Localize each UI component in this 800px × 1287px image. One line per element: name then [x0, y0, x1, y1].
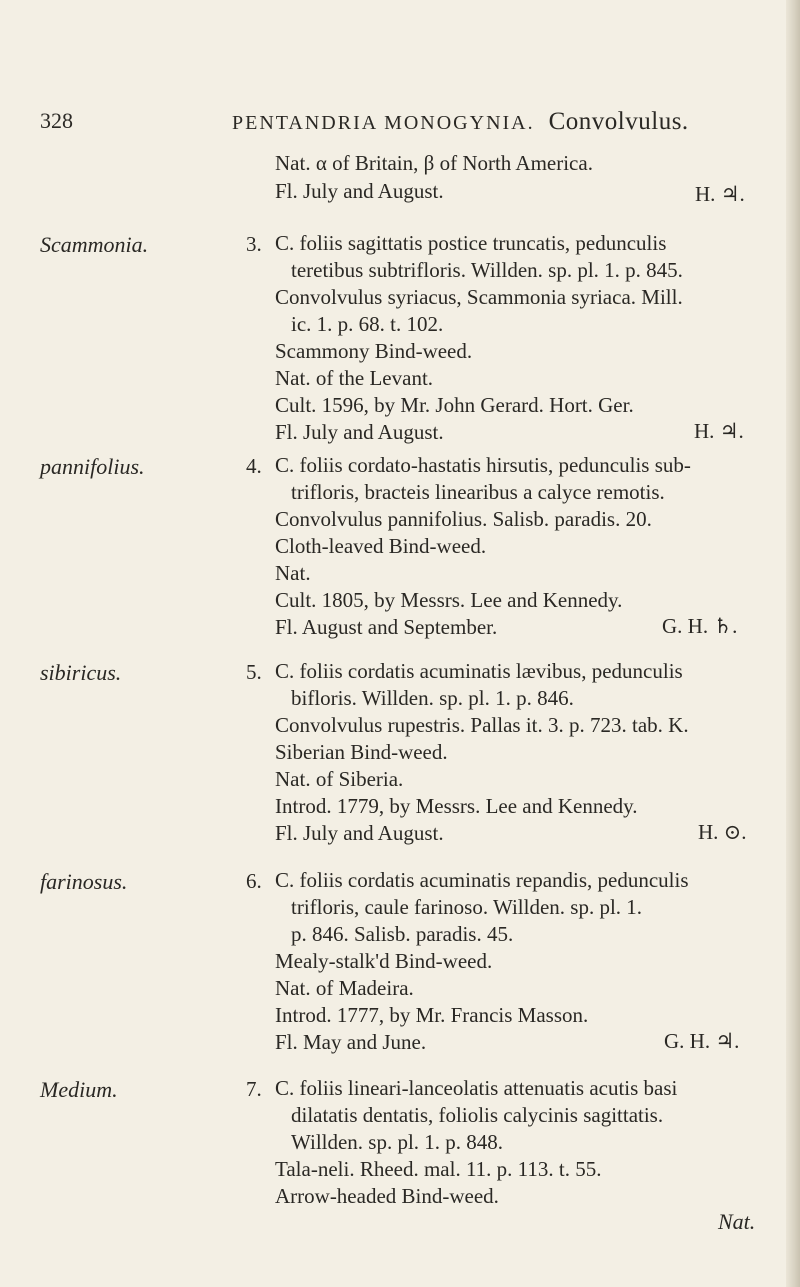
entry-line: Cloth-leaved Bind-weed. [275, 534, 487, 558]
entry-line: Siberian Bind-weed. [275, 740, 448, 764]
entry-line: Fl. August and September. [275, 615, 498, 639]
side-name: farinosus. [40, 869, 128, 894]
entry-line: Introd. 1779, by Messrs. Lee and Kennedy. [275, 794, 638, 818]
entry-line: C. foliis cordatis acuminatis lævibus, pedunculis [275, 659, 683, 683]
entry-line: C. foliis cordato-hastatis hirsutis, pedunculis sub- [275, 453, 691, 477]
entry-line: Tala-neli. Rheed. mal. 11. p. 113. t. 55. [275, 1157, 602, 1181]
entry-line: Scammony Bind-weed. [275, 339, 473, 363]
entry-line: Cult. 1596, by Mr. John Gerard. Hort. Ger. [275, 393, 634, 417]
entry-line: trifloris, caule farinoso. Willden. sp. pl. 1. [291, 895, 643, 919]
entry-line: Convolvulus syriacus, Scammonia syriaca. Mill. [275, 285, 683, 309]
entry-line: ic. 1. p. 68. t. 102. [291, 312, 444, 336]
entry-line: Fl. May and June. [275, 1030, 427, 1054]
entry-line: Convolvulus rupestris. Pallas it. 3. p. 723. tab. K. [275, 713, 689, 737]
entry-number: 7. [246, 1077, 262, 1101]
entry-number: 4. [246, 454, 262, 478]
entry-line: p. 846. Salisb. paradis. 45. [291, 922, 514, 946]
habit-tag: H. ⊙. [698, 820, 747, 844]
entry-number: 5. [246, 660, 262, 684]
habit-tag: H. ♃. [694, 419, 744, 443]
entry-line: C. foliis lineari-lanceolatis attenuatis acutis basi [275, 1076, 678, 1100]
side-name: Medium. [40, 1077, 118, 1102]
page-number: 328 [40, 108, 73, 133]
entry-line: Arrow-headed Bind-weed. [275, 1184, 499, 1208]
entry-line: Nat. of the Levant. [275, 366, 434, 390]
entry-line: Nat. of Siberia. [275, 767, 404, 791]
entry-line: C. foliis sagittatis postice truncatis, pedunculis [275, 231, 667, 255]
entry-line: Cult. 1805, by Messrs. Lee and Kennedy. [275, 588, 623, 612]
side-name: sibiricus. [40, 660, 122, 685]
habit-tag: G. H. ♃. [664, 1029, 740, 1053]
running-head-genus: Convolvulus. [548, 108, 689, 135]
habit-tag: G. H. ♄. [662, 614, 738, 638]
intro-line: Fl. July and August. [275, 179, 444, 203]
entry-line: dilatatis dentatis, foliolis calycinis sagittatis. [291, 1103, 664, 1127]
page-header [0, 108, 800, 144]
side-name: Scammonia. [40, 232, 149, 257]
side-name: pannifolius. [40, 454, 145, 479]
running-head [232, 108, 689, 136]
entry-line: Mealy-stalk'd Bind-weed. [275, 949, 493, 973]
entry-line: Fl. July and August. [275, 821, 444, 845]
page-edge [786, 0, 800, 1287]
intro-habit-tag: H. ♃. [695, 182, 745, 206]
entry-line: C. foliis cordatis acuminatis repandis, pedunculis [275, 868, 689, 892]
entry-line: bifloris. Willden. sp. pl. 1. p. 846. [291, 686, 574, 710]
entry-number: 6. [246, 869, 262, 893]
entry-line: Nat. of Madeira. [275, 976, 414, 1000]
entry-number: 3. [246, 232, 262, 256]
entry-line: teretibus subtrifloris. Willden. sp. pl. 1. p. 845. [291, 258, 683, 282]
entry-line: Nat. [275, 561, 311, 585]
intro-line: Nat. α of Britain, β of North America. [275, 151, 593, 175]
entry-line: Introd. 1777, by Mr. Francis Masson. [275, 1003, 589, 1027]
entry-line: Convolvulus pannifolius. Salisb. paradis. 20. [275, 507, 652, 531]
entry-line: trifloris, bracteis linearibus a calyce remotis. [291, 480, 665, 504]
entry-line: Fl. July and August. [275, 420, 444, 444]
catchword: Nat. [718, 1209, 756, 1234]
running-head-title: PENTANDRIA MONOGYNIA. [232, 112, 535, 134]
entry-line: Willden. sp. pl. 1. p. 848. [291, 1130, 504, 1154]
